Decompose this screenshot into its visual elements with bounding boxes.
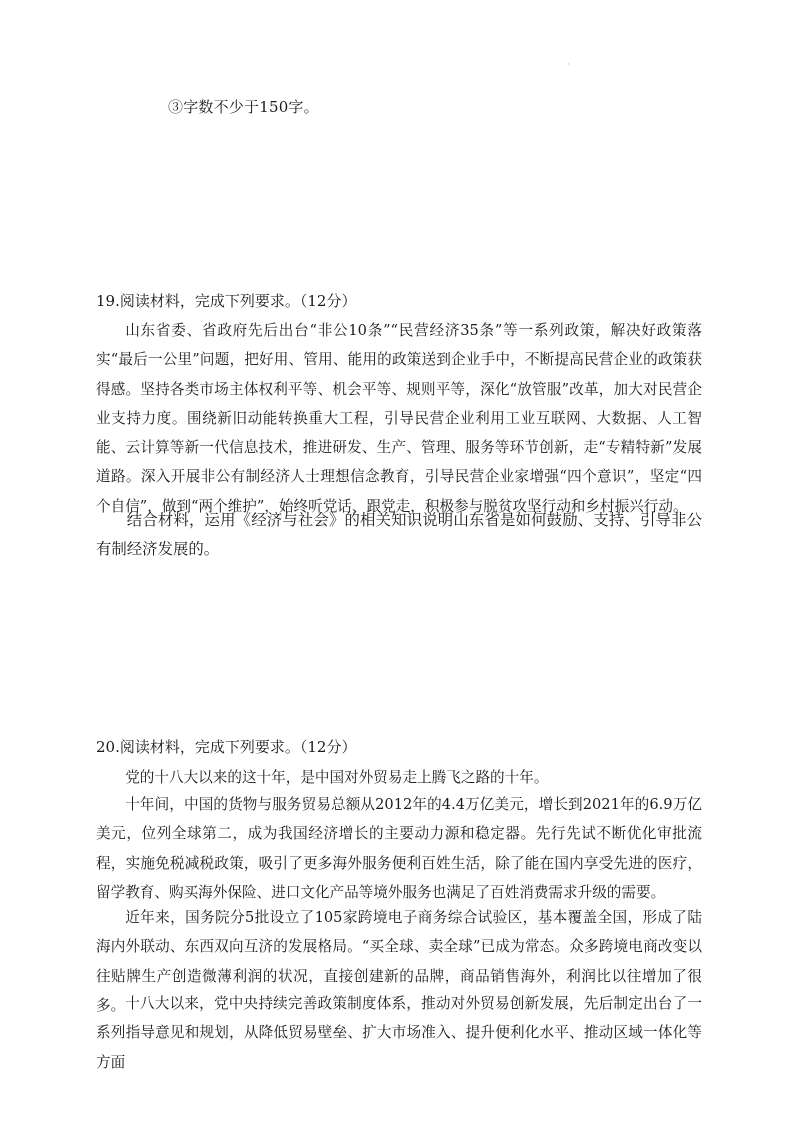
page-mark: · [567, 60, 570, 69]
question-20-paragraph: 近年来，国务院分5批设立了105家跨境电子商务综合试验区，基本覆盖全国，形成了陆海内外联动、东西双向互济的发展格局。“买全球、卖全球”已成为常态。众多跨境电商改变以往贴牌生产创造微薄利润的状况，直接创建新的品牌，商品销售海外，利润比以往增加了很多。 [96, 909, 702, 1014]
question-19-heading: 19.阅读材料，完成下列要求。（12分） [96, 292, 357, 310]
word-count-requirement: ③字数不少于150字。 [168, 98, 319, 116]
question-20-heading: 20.阅读材料，完成下列要求。（12分） [96, 738, 357, 756]
question-20-paragraph: 党的十八大以来的这十年，是中国对外贸易走上腾飞之路的十年。 [125, 769, 549, 786]
question-19-material: 山东省委、省政府先后出台“非公10条”“民营经济35条”等一系列政策，解决好政策落实“最后一公里”问题，把好用、管用、能用的政策送到企业手中，不断提高民营企业的政策获得感。坚持各类市场主体权利平等、机会平等、规则平等，深化“放管服”改革，加大对民营企业支持力度。围绕新旧动能转换重大工程，引导民营企业利用工业互联网、大数据、人工智能、云计算等新一代信息技术，推进研发、生产、管理、服务等环节创新，走“专精特新”发展道路。深入开展非公有制经济人士理想信念教育，引导民营企业家增强“四个意识”，坚定“四个自信”，做到“两个维护”，始终听党话、跟党走，积极参与脱贫攻坚行动和乡村振兴行动。 [96, 322, 702, 515]
question-20-paragraph: 十八大以来，党中央持续完善政策制度体系，推动对外贸易创新发展，先后制定出台了一系列指导意见和规划，从降低贸易壁垒、扩大市场准入、提升便利化水平、推动区域一体化等方面 [96, 995, 702, 1071]
question-20-paragraph: 十年间，中国的货物与服务贸易总额从2012年的4.4万亿美元，增长到2021年的6.9万亿美元，位列全球第二，成为我国经济增长的主要动力源和稳定器。先行先试不断优化审批流程，实施免税减税政策，吸引了更多海外服务便利百姓生活，除了能在国内享受先进的医疗，留学教育、购买海外保险、进口文化产品等境外服务也满足了百姓消费需求升级的需要。 [96, 796, 702, 901]
question-19-task: 结合材料，运用《经济与社会》的相关知识说明山东省是如何鼓励、支持、引导非公有制经济发展的。 [96, 511, 702, 558]
